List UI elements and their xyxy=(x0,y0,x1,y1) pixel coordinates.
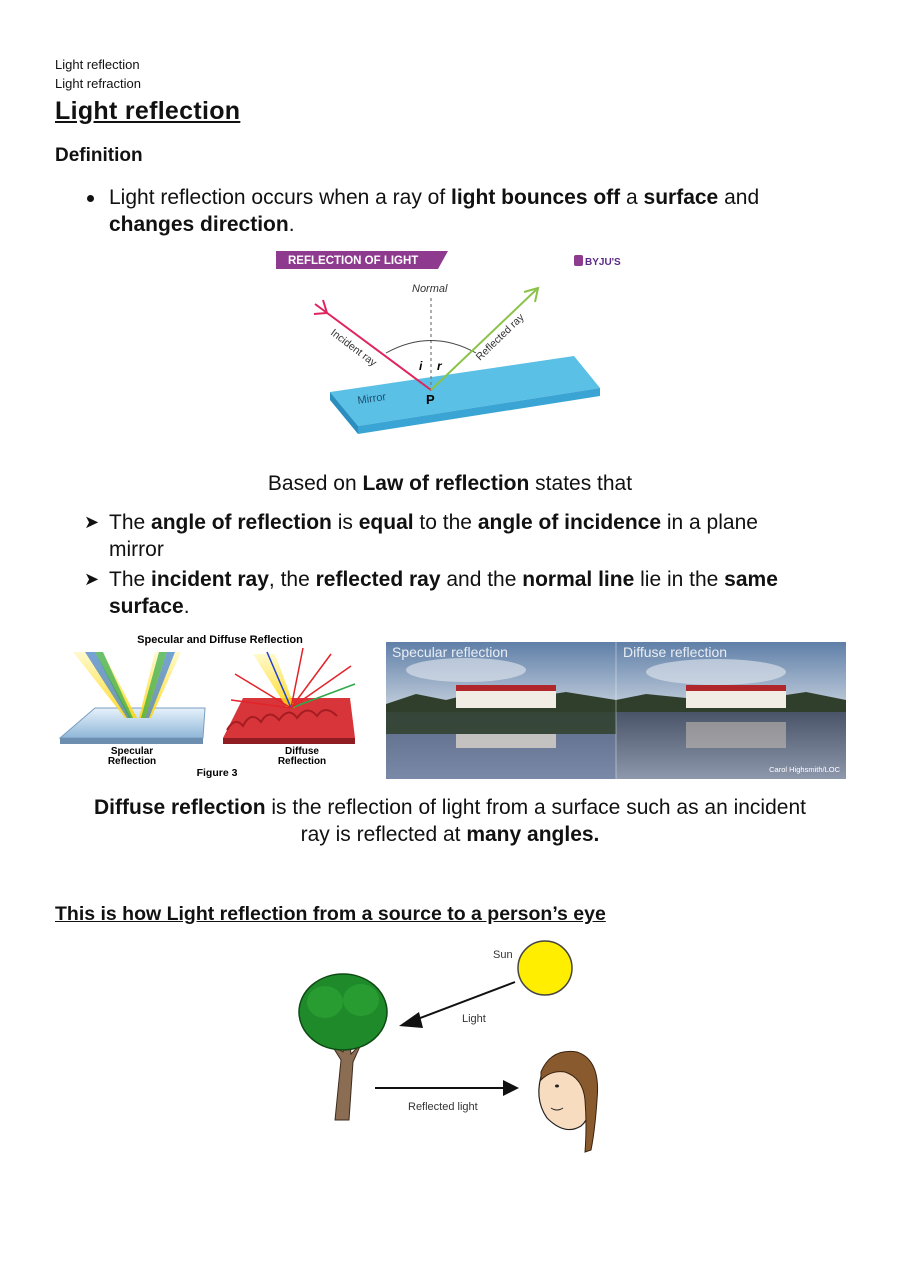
person-eye xyxy=(555,1085,559,1088)
hotel-reflection xyxy=(456,734,556,748)
toc-item-light-reflection[interactable]: Light reflection xyxy=(55,57,140,72)
sun-tree-eye-diagram xyxy=(295,940,605,1165)
section-heading-eye: This is how Light reflection from a source to a person’s eye xyxy=(55,903,606,925)
sun-label: Sun xyxy=(493,949,513,961)
incident-ray xyxy=(315,304,431,390)
bullet-dot xyxy=(87,195,94,202)
definition-heading: Definition xyxy=(55,145,143,166)
specular-diffuse-diagram xyxy=(55,630,385,782)
hotel-right xyxy=(686,690,786,708)
diffuse-photo-label: Diffuse reflection xyxy=(623,644,728,660)
specular-label-2: Reflection xyxy=(107,756,157,767)
diffuse-surface-edge xyxy=(223,738,355,744)
reflected-ray-label: Reflected ray xyxy=(473,311,527,364)
tree-leaf-cluster xyxy=(343,984,379,1016)
point-p-label: P xyxy=(426,392,435,407)
sun-icon xyxy=(518,941,572,995)
reflected-arrow-head xyxy=(503,1080,519,1096)
brand-name: BYJU'S xyxy=(585,257,621,268)
toc-item-light-refraction[interactable]: Light refraction xyxy=(55,76,141,91)
diffuse-definition: Diffuse reflection is the reflection of light from a surface such as an incident ray is reflected at many angles. xyxy=(94,796,806,846)
cloud xyxy=(406,658,526,682)
angle-i: i xyxy=(419,359,423,373)
cloud xyxy=(646,659,786,685)
trees-reflection xyxy=(386,712,616,734)
mirror-label: Mirror xyxy=(356,391,387,407)
incident-ray-label: Incident ray xyxy=(328,326,379,370)
specular-photo-label: Specular reflection xyxy=(392,644,508,660)
law-intro: Based on Law of reflection states that xyxy=(267,472,633,495)
tree-leaf-cluster xyxy=(307,986,343,1018)
brand-logo xyxy=(574,255,583,266)
reflection-diagram xyxy=(270,248,640,458)
definition-text: Light reflection occurs when a ray of light bounces off a surface and changes direction. xyxy=(109,186,760,236)
banner-label: REFLECTION OF LIGHT xyxy=(288,255,419,267)
figure-caption: Figure 3 xyxy=(196,767,238,779)
figure-title: Specular and Diffuse Reflection xyxy=(137,634,303,646)
hotel-left xyxy=(456,690,556,708)
arrow-bullet: ➤ xyxy=(84,512,100,532)
specular-label-1: Specular xyxy=(110,746,154,757)
hotel-left-roof xyxy=(456,685,556,691)
law-point-plane: The incident ray, the reflected ray and the normal line lie in the same surface. xyxy=(109,568,778,618)
page-title: Light reflection xyxy=(55,97,241,125)
law-point-angles: The angle of reflection is equal to the angle of incidence in a plane mirror xyxy=(109,511,758,561)
light-label: Light xyxy=(462,1013,486,1025)
photo-credit: Carol Highsmith/LOC xyxy=(769,765,840,774)
blurred-reflection xyxy=(686,722,786,748)
hotel-right-roof xyxy=(686,685,786,691)
angle-r: r xyxy=(437,359,442,373)
reflected-light-label: Reflected light xyxy=(408,1101,478,1113)
specular-plate-edge xyxy=(60,738,203,744)
diffuse-label-1: Diffuse xyxy=(285,746,319,757)
reflection-photo xyxy=(386,642,846,779)
arrow-bullet: ➤ xyxy=(84,569,100,589)
light-arrow-head xyxy=(399,1012,423,1028)
normal-label: Normal xyxy=(412,283,448,295)
diffuse-label-2: Reflection xyxy=(277,756,327,767)
